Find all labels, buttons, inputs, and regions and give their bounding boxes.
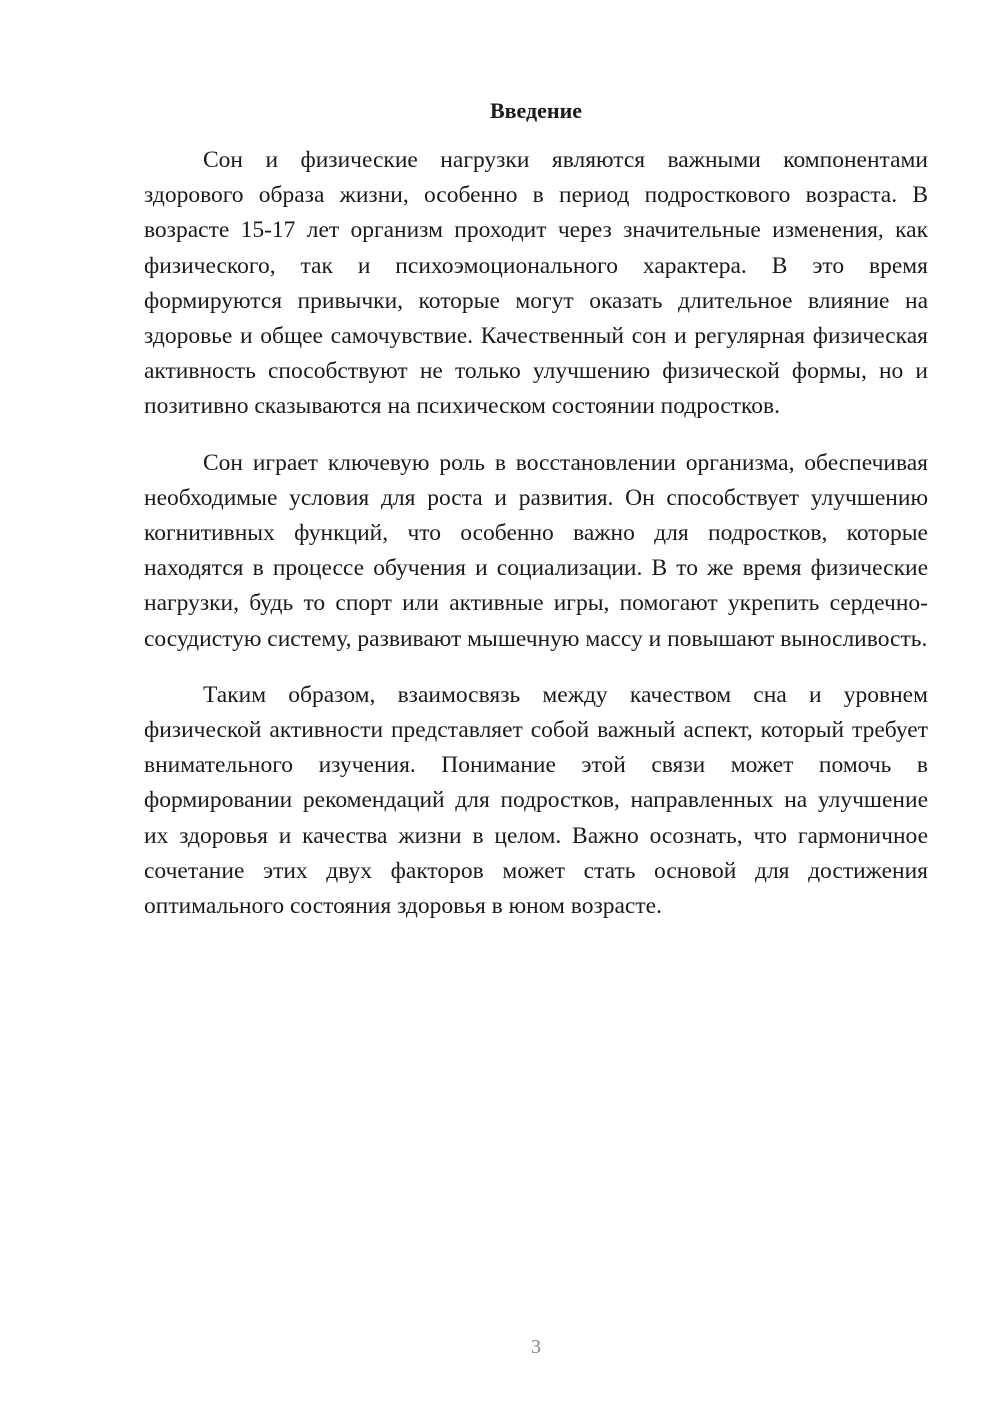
- page-number: 3: [531, 1336, 541, 1358]
- paragraph-3: Таким образом, взаимосвязь между качеством сна и уровнем физической активности представляет собой важный аспект, который требует внимательного изучения. Понимание этой связи может помочь в формировании рекомендаций для подростков, направленных на улучшение их здоровья и качества жизни в целом. Важно осознать, что гармоничное сочетание этих двух факторов может стать основой для достижения оптимального состояния здоровья в юном возрасте.: [144, 681, 928, 920]
- body-text: [144, 143, 928, 945]
- paragraph-2: Сон играет ключевую роль в восстановлении организма, обеспечивая необходимые условия для роста и развития. Он способствует улучшению когнитивных функций, что особенно важно для подростков, которые находятся в процессе обучения и социализации. В то же время физические нагрузки, будь то спорт или активные игры, помогают укрепить сердечно-сосудистую систему, развивают мышечную массу и повышают выносливость.: [144, 449, 928, 652]
- paragraph-1: Сон и физические нагрузки являются важными компонентами здорового образа жизни, особенно в период подросткового возраста. В возрасте 15-17 лет организм проходит через значительные изменения, как физического, так и психоэмоционального характера. В это время формируются привычки, которые могут оказать длительное влияние на здоровье и общее самочувствие. Качественный сон и регулярная физическая активность способствуют не только улучшению физической формы, но и позитивно сказываются на психическом состоянии подростков.: [144, 147, 928, 420]
- section-title: Введение: [489, 98, 583, 123]
